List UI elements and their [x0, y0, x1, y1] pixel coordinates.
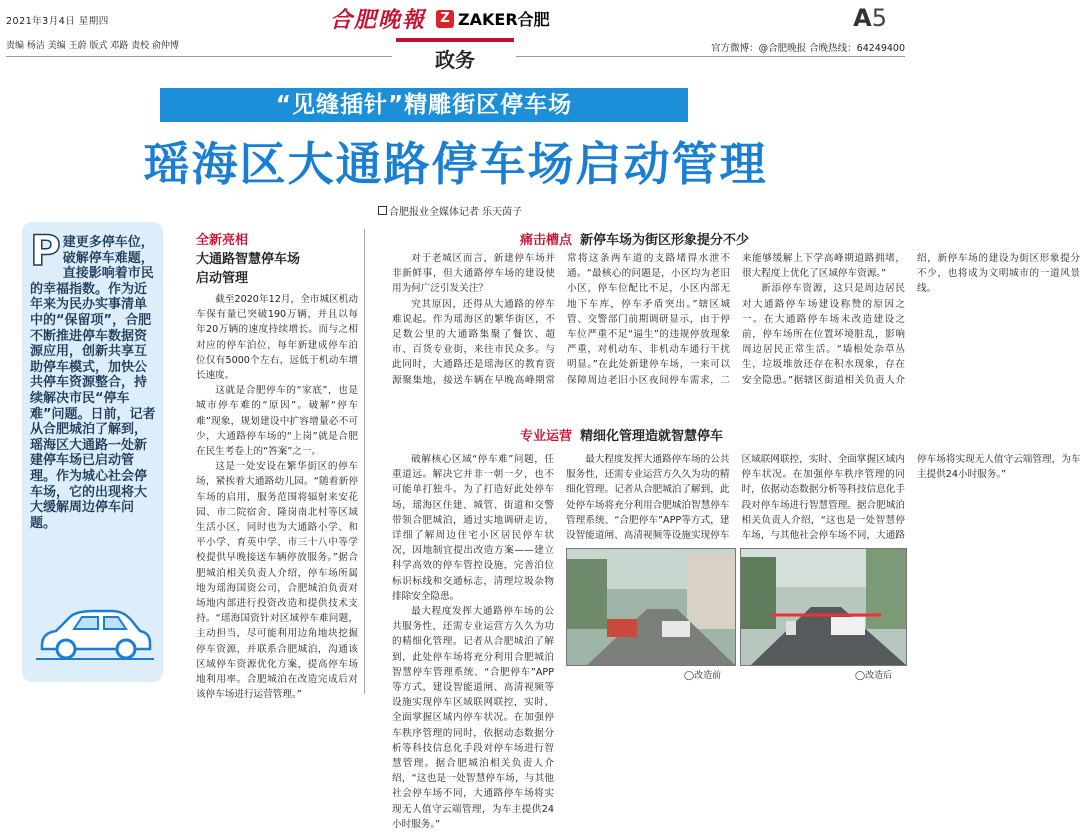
- paragraph: 对于老城区而言，新建停车场并非新鲜事，但大通路停车场的建设使用为何广泛引发关注？: [392, 253, 555, 295]
- issue-date: 2021年3月4日 星期四: [6, 16, 109, 27]
- section1-head: [196, 229, 358, 286]
- paragraph: 这就是合肥停车的“家底”，也是城市停车难的“原因”。破解“停车难”现象，规划建设中扩容增量必不可少，大通路停车场的“上岗”就是合肥在民生考卷上的“答案”之一。: [196, 385, 358, 458]
- section-label: 政务: [396, 38, 514, 78]
- section1-body: [196, 292, 358, 702]
- photo-before-caption: ◯改造前: [684, 671, 722, 681]
- lead-paragraph: P 建更多停车位，破解停车难题，直接影响着市民的幸福指数。作为近年来为民办实事清单中的“保留项”，合肥不断推进停车数据资源应用，创新共享互助停车模式，加快公共停车资源整合，持续解决市民“停车难”问题。日前，记者从合肥城泊了解到，瑶海区大通路一处新建停车场已启动管理。作为城心社会停车场，它的出现将大大缓解周边停车问题。: [30, 226, 156, 531]
- page-number: A5: [853, 4, 887, 32]
- contact-info: 官方微博：@合肥晚报 合晚热线：64249400: [711, 43, 905, 54]
- section3-title: 精细化管理造就智慧停车: [580, 429, 724, 444]
- paragraph: 最大程度发挥大通路停车场的公共服务性，还需专业运营方久久为功的精细化管理。记者从合肥城泊了解到，此处停车场将充分利用合肥城泊智慧停车管理系统、“合肥停车”APP等方式，建设智能道闸、高清视频等设施实现停车区域联网联控，实时、全面掌握区域内停车状况。在加强停车秩序管理的同时，依据动态数据分析等科技信息化手段对停车场进行智慧管理。据合肥城泊相关负责人介绍，“这也是一处智慧停车场，与其他社会停车场不同，大通路停车场将实现无人值守云端管理，为车主提供24小时服务。”: [392, 606, 554, 830]
- header-rule-left: [6, 56, 392, 57]
- paragraph: 截至2020年12月，全市城区机动车保有量已突破190万辆，并且以每年20万辆的速度持续增长。而与之相对应的停车泊位，每年新建成停车泊位仅有5000个左右，远低于机动车增长速度。: [196, 294, 358, 382]
- section1-title-1: 大通路智慧停车场: [196, 252, 301, 267]
- dropcap: P: [30, 226, 61, 275]
- photo-after-caption: ◯改造后: [855, 671, 893, 681]
- subheadline: “见缝插针”精雕街区停车场: [160, 88, 688, 122]
- section3-body-col2: [566, 452, 1081, 544]
- paragraph: 究其原因，还得从大通路的停车难说起。作为瑶海区的繁华街区，不足数公里的大通路集聚了餐饮、超市、百货专业街，来往市民众多。与此同时，大通路还是瑶海区的教育资源聚集地，接送车辆在早晚高峰期常常将这条两车道的支路堵得水泄不通。“最核心的问题是，小区均为老旧小区，停车位配比不足，小区内部无地下车库，停车矛盾突出。”辖区城管、交警部门前期调研显示，由于停车位严重不足“逼生”的违规停放现象严重，对机动车、非机动车通行干扰明显。”在此处新建停车场，一来可以保障周边老旧小区夜间停车需求，二来能够缓解上下学高峰期道路拥堵，很大程度上优化了区域停车资源。”: [392, 253, 905, 386]
- section1-title-2: 启动管理: [196, 271, 249, 286]
- staff-credits: 责编 杨洁 美编 王蔚 版式 邓路 责校 俞仲博: [6, 41, 180, 51]
- byline: 合肥报业全媒体记者 乐天茵子: [378, 203, 522, 218]
- section2-head: [520, 229, 749, 248]
- section3-head: [520, 425, 723, 444]
- section3-body-col1: [392, 452, 554, 830]
- partner-name: ZAKER合肥: [458, 10, 550, 29]
- section2-body: [392, 251, 1080, 401]
- photo-after: [740, 548, 907, 666]
- masthead-logo: 合肥晚報: [330, 7, 427, 33]
- header-rule-right: [516, 56, 905, 57]
- section2-title: 新停车场为街区形象提分不少: [580, 233, 750, 248]
- photo-before: [566, 548, 736, 666]
- paragraph: 新添停车资源，这只是周边居民对大通路停车场建设称赞的原因之一。在大通路停车场未改造建设之前，停车场所在位置坏境脏乱，影响周边居民正常生活。“墙根处杂草丛生，垃圾堆放还存在积水现象，存在安全隐患。”据辖区街道相关负责人介绍，新停车场的建设为街区形象提分不少，也将成为文明城市的一道风景线。: [742, 253, 1080, 386]
- section2-kicker: 痛击槽点: [520, 233, 573, 248]
- byline-square-icon: [378, 206, 387, 215]
- car-icon: [36, 603, 154, 663]
- column-divider: [364, 229, 365, 694]
- paragraph: 这是一处安设在繁华街区的停车场，紧挨着大通路幼儿园。“随着新停车场的启用，服务范围将辐射来安花园、市二院宿舍、隆岗南北村等区域生活小区，同时也为大通路小学、和平小学、育英中学、市三十八中等学校提供早晚接送车辆停放服务。”据合肥城泊相关负责人介绍，停车场所属地为瑶海国资公司，合肥城泊负责对场地内部进行投资改造和提供技术支持。“瑶海国资针对区域停车难问题，主动担当，尽可能利用边角地块挖掘停车资源，并联系合肥城泊，沟通该区域停车资源优化方案，提高停车场地利用率。合肥城泊在改造完成后对该停车场进行运营管理。”: [196, 461, 358, 701]
- partner-logo: [436, 7, 550, 30]
- masthead: [330, 3, 550, 34]
- section1-kicker: 全新亮相: [196, 233, 249, 248]
- section3-kicker: 专业运营: [520, 429, 573, 444]
- paragraph: 破解核心区域“停车难”问题，任重道远。解决它并非一朝一夕，也不可能单打独斗。为了打造好此处停车场，瑶海区住建、城管、街道和交警带领合肥城泊，通过实地调研走访，详细了解周边住宅小区居民停车状况，因地制宜提出改造方案——建立科学高效的停车管控设施，完善泊位标识标线和交通标志，清理垃圾杂物排除安全隐患。: [392, 454, 554, 602]
- zaker-icon: Z: [436, 10, 454, 28]
- headline: 瑶海区大通路停车场启动管理: [143, 137, 768, 191]
- paragraph: 最大程度发挥大通路停车场的公共服务性，还需专业运营方久久为功的精细化管理。记者从合肥城泊了解到，此处停车场将充分利用合肥城泊智慧停车管理系统、“合肥停车”APP等方式，建设智能道闸、高清视频等设施实现停车区域联网联控，实时、全面掌握区域内停车状况。在加强停车秩序管理的同时，依据动态数据分析等科技信息化手段对停车场进行智慧管理。据合肥城泊相关负责人介绍，“这也是一处智慧停车场，与其他社会停车场不同，大通路停车场将实现无人值守云端管理，为车主提供24小时服务。”: [566, 454, 1081, 542]
